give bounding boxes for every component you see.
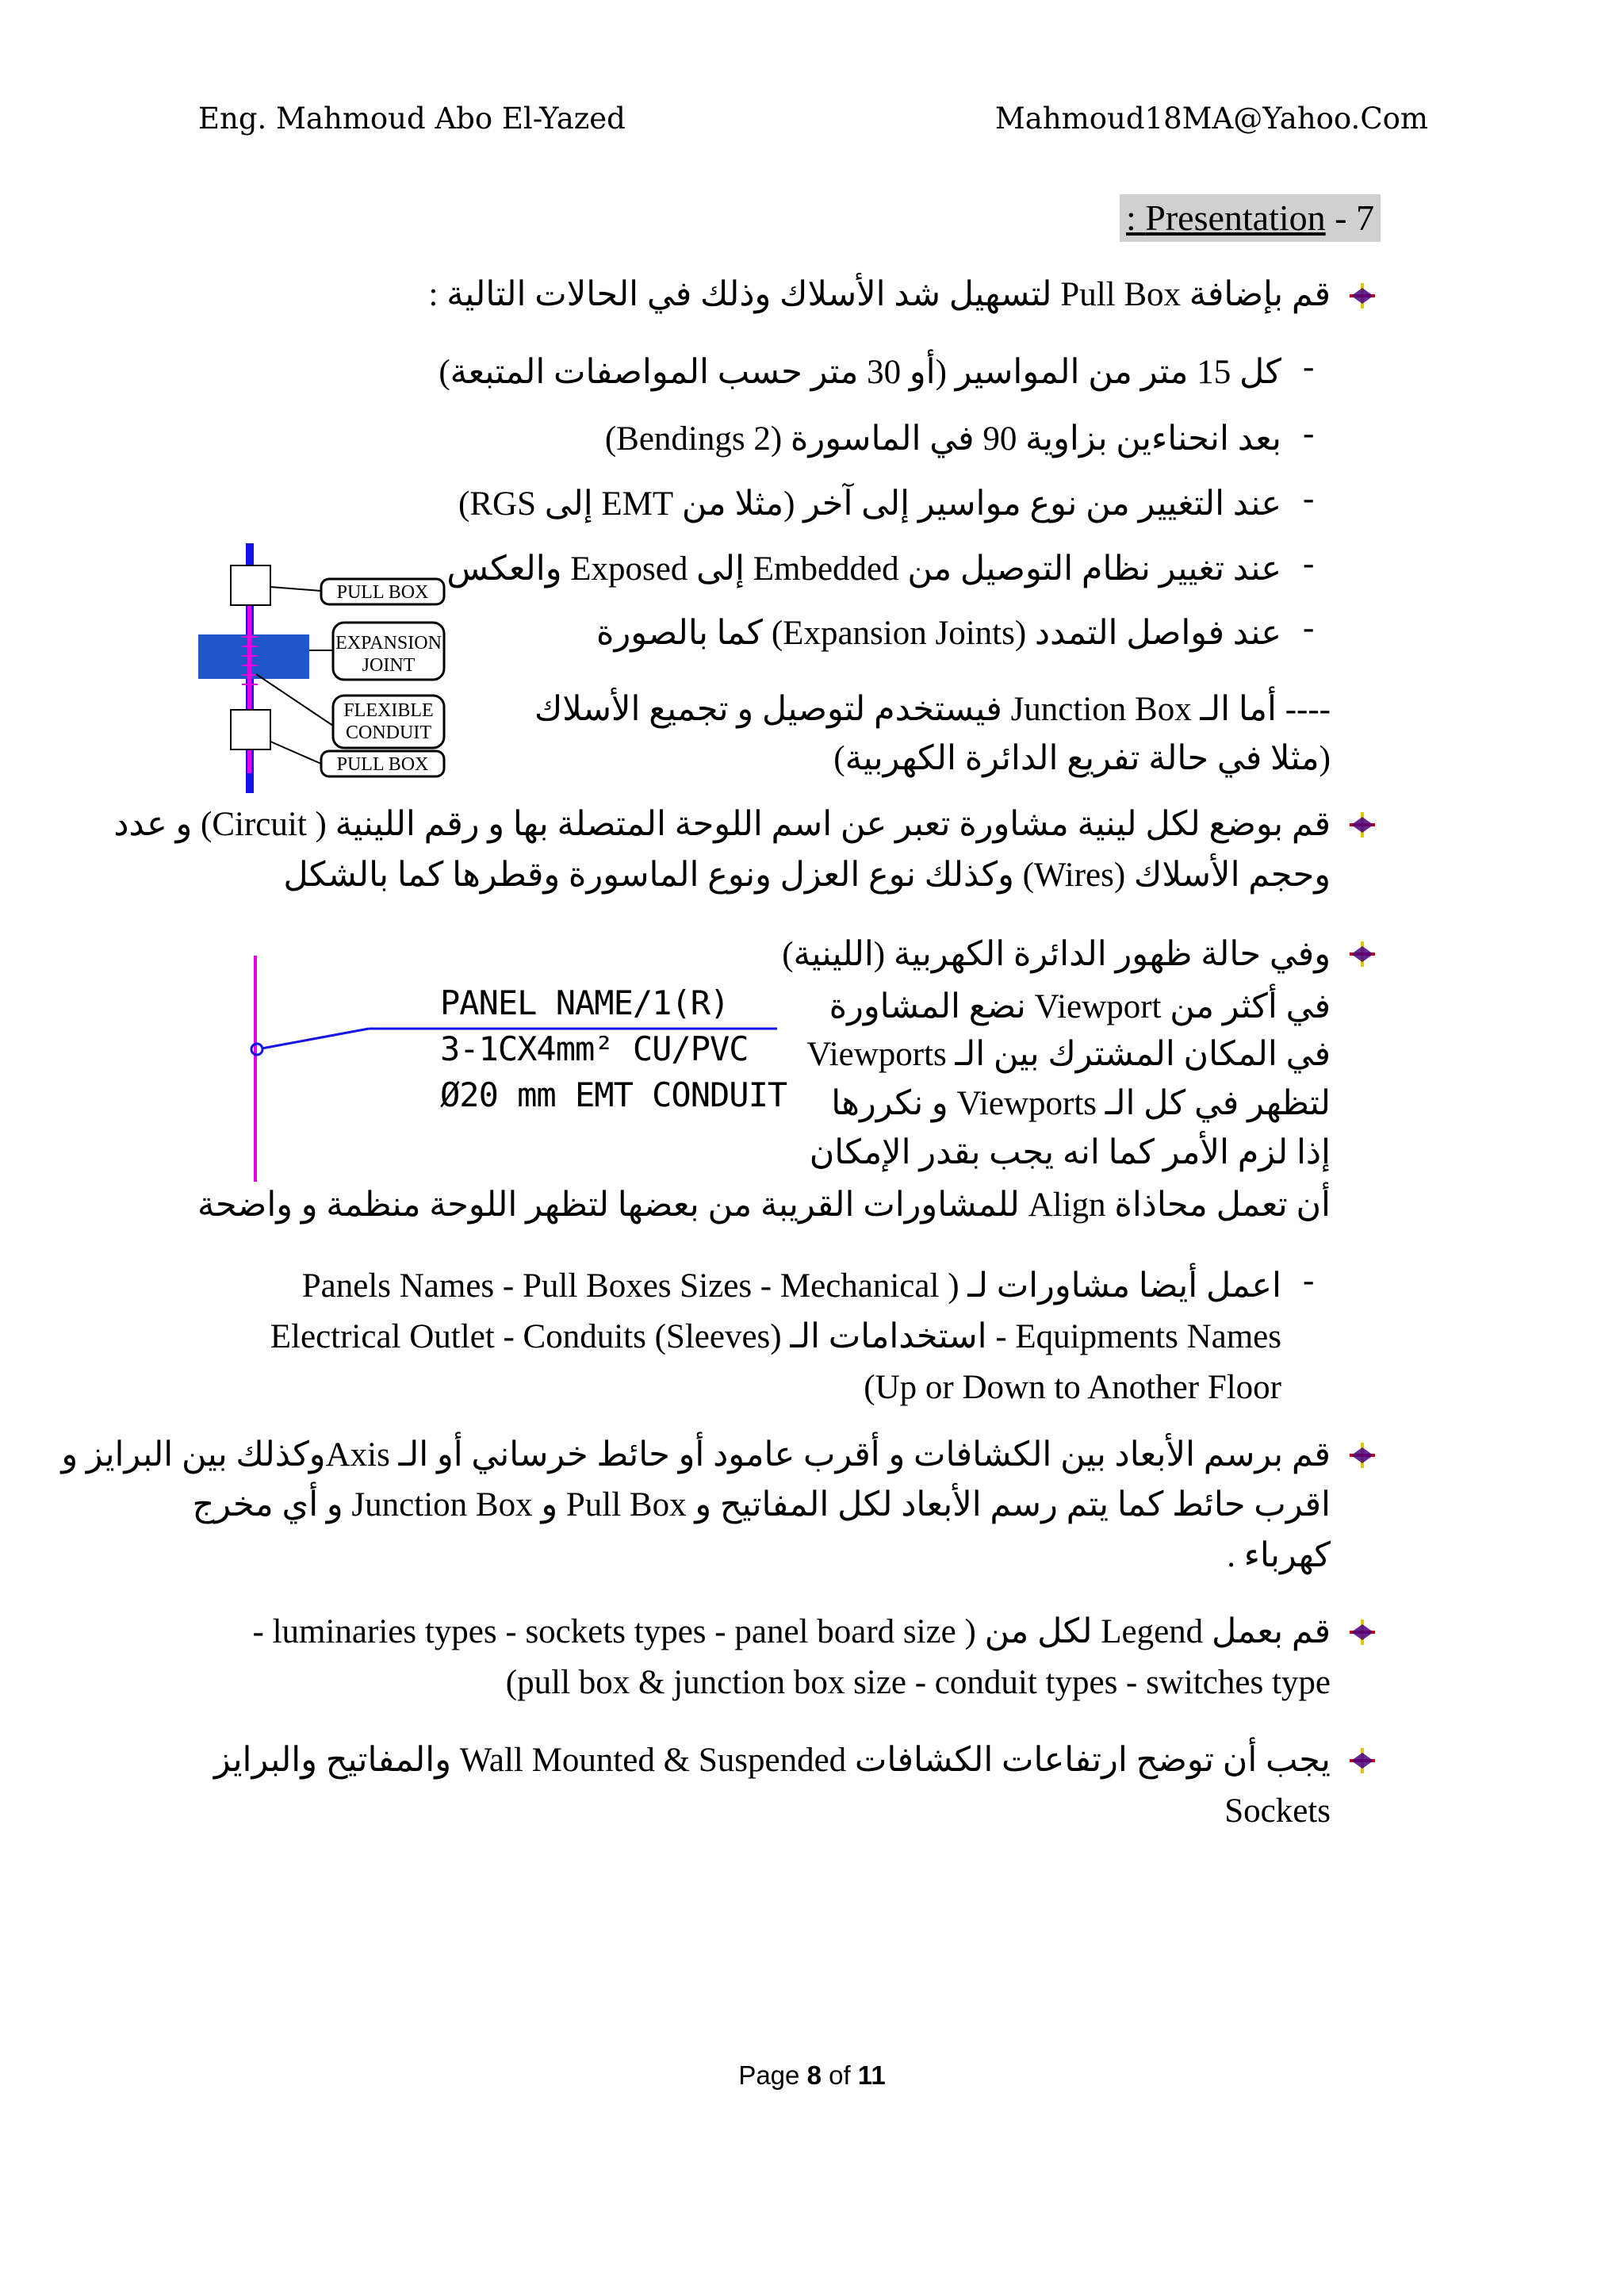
dash-4: -	[1303, 545, 1315, 582]
title-prefix: :	[1125, 197, 1146, 238]
viewport-line-5: إذا لزم الأمر كما انه يجب بقدر الإمكان	[809, 1134, 1331, 1171]
footer-page-word: Page	[738, 2060, 800, 2090]
junction-box-line-1: ---- أما الـ Junction Box فيستخدم لتوصيل و تجميع الأسلاك	[534, 691, 1331, 728]
viewport-line-3: في المكان المشترك بين الـ Viewports	[806, 1036, 1331, 1073]
header-email: Mahmoud18MA@Yahoo.Com	[994, 102, 1428, 136]
footer-page-number: 8	[806, 2060, 822, 2090]
circuit-line-2: وحجم الأسلاك (Wires) وكذلك نوع العزل ونوع الماسورة وقطرها كما بالشكل	[283, 857, 1331, 894]
bullet-arrow-icon	[1348, 1441, 1377, 1470]
case-4: عند تغيير نظام التوصيل من Embedded إلى Exposed والعكس	[446, 550, 1281, 588]
notes-line-3: Up or Down to Another Floor)	[864, 1369, 1281, 1406]
cad-label-line-1: PANEL NAME/1(R)	[440, 983, 730, 1022]
label-expansion-joint: EXPANSION JOINT	[335, 633, 442, 676]
heights-line-1: يجب أن توضح ارتفاعات الكشافات Wall Mounted & Suspended والمفاتيح والبرايز	[213, 1742, 1331, 1779]
bullet-arrow-icon	[1348, 811, 1377, 839]
footer-page-total: 11	[857, 2060, 886, 2090]
notes-line-1: اعمل أيضا مشاورات لـ ( Panels Names - Pull Boxes Sizes - Mechanical	[301, 1267, 1281, 1305]
align-line: أن تعمل محاذاة Align للمشاورات القريبة من بعضها لتظهر اللوحة منظمة و واضحة	[197, 1186, 1331, 1224]
cad-label-line-2: 3-1CX4mm² CU/PVC	[440, 1029, 749, 1068]
bullet-arrow-icon	[1348, 1618, 1377, 1646]
footer-of-word: of	[829, 2060, 851, 2090]
dash-5: -	[1303, 609, 1315, 646]
case-3: عند التغيير من نوع مواسير إلى آخر (مثلا من EMT إلى RGS)	[458, 485, 1281, 523]
junction-box-line-2: (مثلا في حالة تفريع الدائرة الكهربية)	[833, 740, 1331, 777]
case-2: بعد انحناءين بزاوية 90 في الماسورة (2 Bendings)	[604, 420, 1281, 458]
legend-line-1: قم بعمل Legend لكل من ( luminaries types - sockets types - panel board size -	[252, 1613, 1331, 1650]
circuit-line-1: قم بوضع لكل لينية مشاورة تعبر عن اسم اللوحة المتصلة بها و رقم اللينية ( Circuit) و عدد	[113, 806, 1331, 843]
label-flexible-conduit: FLEXIBLE CONDUIT	[343, 700, 434, 743]
heights-line-2: Sockets	[1224, 1792, 1331, 1830]
dims-line-1: قم برسم الأبعاد بين الكشافات و أقرب عامود أو حائط خرساني أو الـ Axisوكذلك بين البرايز و	[61, 1436, 1331, 1474]
header-author: Eng. Mahmoud Abo El-Yazed	[198, 102, 626, 136]
title-word: Presentation	[1145, 197, 1326, 238]
dims-line-3: كهرباء .	[1227, 1537, 1331, 1574]
legend-line-2: pull box & junction box size - conduit types - switches type)	[505, 1664, 1331, 1701]
bullet-arrow-icon	[1348, 282, 1377, 310]
dash-3: -	[1303, 480, 1315, 517]
bullet-arrow-icon	[1348, 1746, 1377, 1775]
dash-notes: -	[1303, 1262, 1315, 1299]
cad-label-line-3: Ø20 mm EMT CONDUIT	[440, 1075, 787, 1114]
page-title	[1120, 194, 1381, 242]
bullet-arrow-icon	[1348, 940, 1377, 968]
title-suffix: - 7	[1325, 197, 1374, 238]
case-5: عند فواصل التمدد (Expansion Joints) كما بالصورة	[596, 615, 1281, 652]
case-1: كل 15 متر من المواسير (أو 30 متر حسب المواصفات المتبعة)	[439, 354, 1281, 391]
notes-line-2: Equipments Names - استخدامات الـ Electrical Outlet - Conduits (Sleeves)	[270, 1318, 1281, 1355]
viewport-line-1: وفي حالة ظهور الدائرة الكهربية (اللينية)	[782, 936, 1331, 973]
viewport-line-2: في أكثر من Viewport نضع المشاورة	[829, 988, 1331, 1025]
label-pull-box-top: PULL BOX	[336, 582, 429, 603]
dims-line-2: اقرب حائط كما يتم رسم الأبعاد لكل المفاتيح و Pull Box و Junction Box و أي مخرج	[192, 1486, 1331, 1524]
pull-box-intro: قم بإضافة Pull Box لتسهيل شد الأسلاك وذلك في الحالات التالية :	[428, 276, 1331, 313]
dash-1: -	[1303, 348, 1315, 385]
label-pull-box-bottom: PULL BOX	[336, 754, 429, 775]
page-footer	[0, 2060, 1624, 2091]
viewport-line-4: لتظهر في كل الـ Viewports و نكررها	[831, 1085, 1331, 1122]
dash-2: -	[1303, 415, 1315, 452]
